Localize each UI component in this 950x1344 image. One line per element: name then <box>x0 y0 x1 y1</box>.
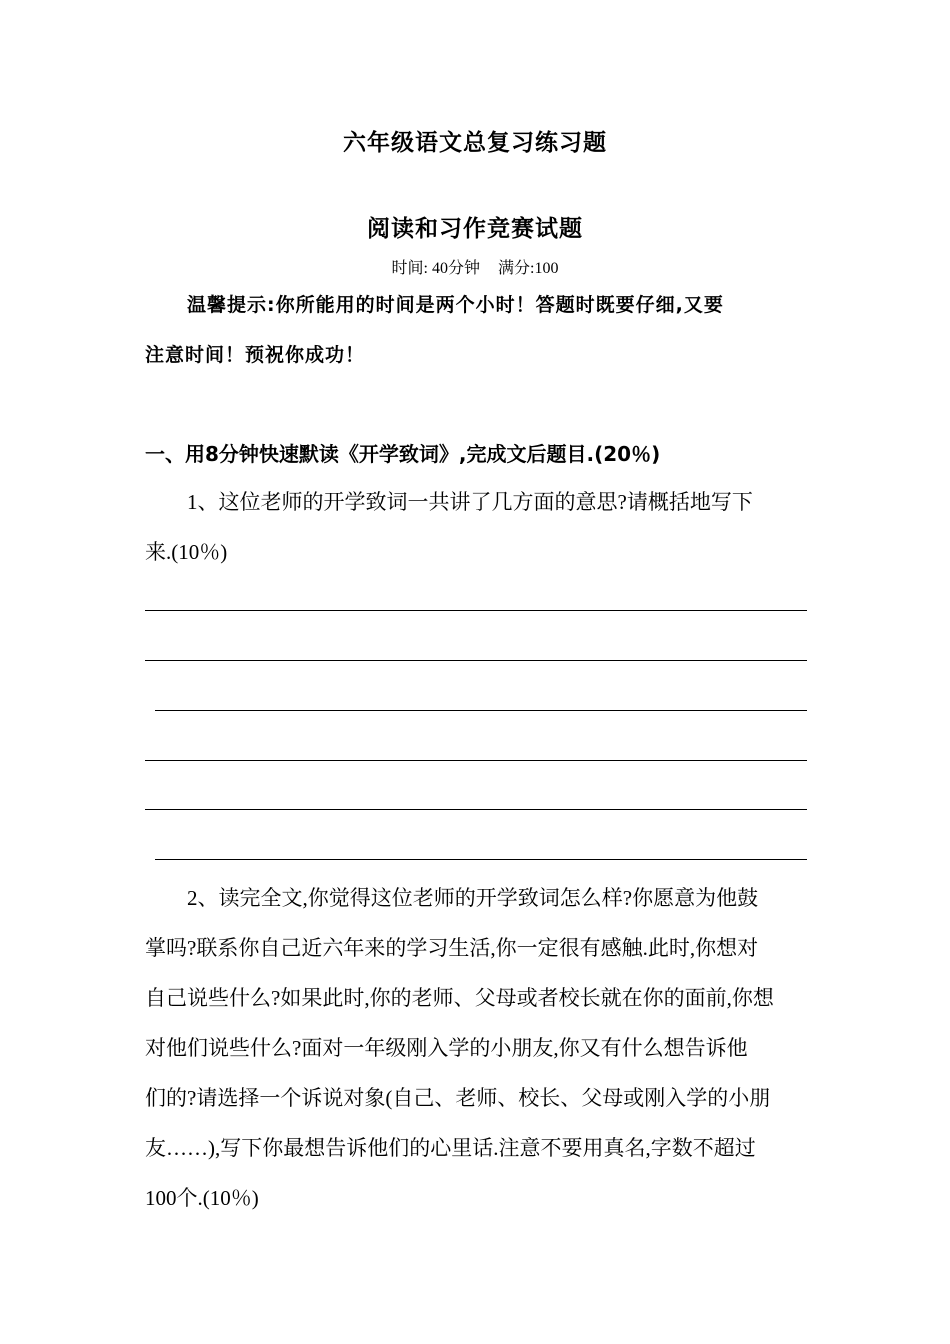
question-2-line-4: 对他们说些什么?面对一年级刚入学的小朋友,你又有什么想告诉他 <box>145 1036 748 1060</box>
exam-meta <box>0 255 950 278</box>
tip-line-2: 注意时间！预祝你成功！ <box>145 344 366 366</box>
time-limit: 时间: 40分钟 <box>391 260 480 277</box>
answer-line[interactable] <box>145 660 807 661</box>
answer-line[interactable] <box>155 710 807 711</box>
exam-subtitle: 阅读和习作竞赛试题 <box>367 216 583 242</box>
question-2-line-5: 们的?请选择一个诉说对象(自己、老师、校长、父母或刚入学的小朋 <box>145 1086 771 1110</box>
section-1-heading: 一、用8分钟快速默读《开学致词》,完成文后题目.(20％) <box>145 442 661 466</box>
exam-title: 六年级语文总复习练习题 <box>343 130 607 156</box>
answer-line[interactable] <box>145 760 807 761</box>
question-1-line-1: 1、这位老师的开学致词一共讲了几方面的意思?请概括地写下 <box>187 490 753 514</box>
question-1-line-2: 来.(10％) <box>145 540 228 564</box>
question-2-line-6: 友……),写下你最想告诉他们的心里话.注意不要用真名,字数不超过 <box>145 1136 756 1160</box>
question-2-line-1: 2、读完全文,你觉得这位老师的开学致词怎么样?你愿意为他鼓 <box>187 886 759 910</box>
answer-line[interactable] <box>145 809 807 810</box>
question-1 <box>145 477 810 577</box>
question-2-line-3: 自己说些什么?如果此时,你的老师、父母或者校长就在你的面前,你想 <box>145 986 774 1010</box>
question-2-line-2: 掌吗?联系你自己近六年来的学习生活,你一定很有感触.此时,你想对 <box>145 936 759 960</box>
full-score: 满分:100 <box>498 260 559 277</box>
question-2-line-7: 100个.(10％) <box>145 1186 259 1210</box>
question-2 <box>145 873 810 1223</box>
answer-line[interactable] <box>145 610 807 611</box>
answer-line[interactable] <box>155 859 807 860</box>
tip-line-1: 温馨提示:你所能用的时间是两个小时！答题时既要仔细,又要 <box>187 294 724 316</box>
